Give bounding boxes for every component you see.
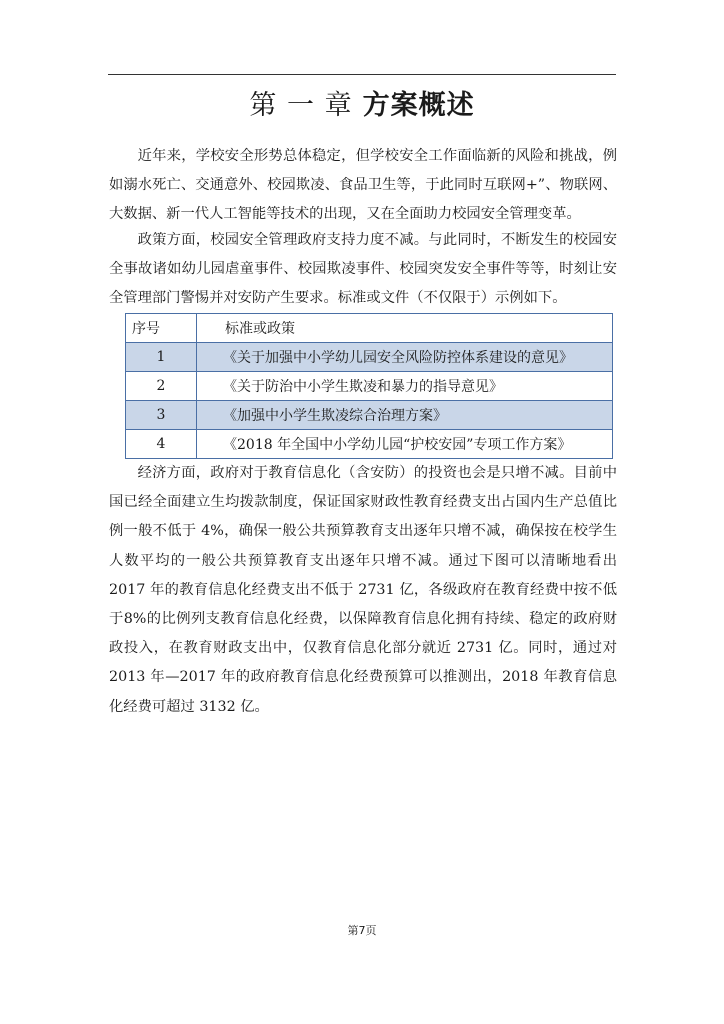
header-index: 序号 <box>126 314 197 343</box>
row-name: 《关于加强中小学幼儿园安全风险防控体系建设的意见》 <box>197 343 613 372</box>
paragraph-intro: 近年来，学校安全形势总体稳定，但学校安全工作面临新的风险和挑战，例如溺水死亡、交通意外、校园欺凌、食品卫生等，于此同时互联网+”、物联网、大数据、新一代人工智能等技术的出现，又在全面助力校园安全管理变革。 <box>109 148 617 223</box>
header-rule <box>108 74 616 75</box>
policy-table <box>125 313 613 459</box>
page-number: 第7页 <box>347 924 377 937</box>
row-index: 1 <box>126 343 197 372</box>
paragraph-economy: 经济方面，政府对于教育信息化（含安防）的投资也会是只增不减。目前中国已经全面建立生均拨款制度，保证国家财政性教育经费支出占国内生产总值比例一般不低于 4%，确保一般公共预算教育支出逐年只增不减，确保按在校学生人数平均的一般公共预算教育支出逐年只增不减。通过下图可以清晰地看出2017 年的教育信息化经费支出不低于 2731 亿，各级政府在教育经费中按不低于8%的比例列支教育信息化经费，以保障教育信息化拥有持续、稳定的政府财政投入，在教育财政支出中，仅教育信息化部分就近 2731 亿。同时，通过对 2013 年—2017 年的政府教育信息化经费预算可以推测出，2018 年教育信息化经费可超过 3132 亿。 <box>109 465 617 715</box>
table-row <box>126 343 613 372</box>
table-row <box>126 401 613 430</box>
row-index: 4 <box>126 430 197 459</box>
row-index: 2 <box>126 372 197 401</box>
header-name: 标准或政策 <box>197 314 613 343</box>
row-name: 《2018 年全国中小学幼儿园“护校安园”专项工作方案》 <box>197 430 613 459</box>
table-header-row <box>126 314 613 343</box>
table-row <box>126 430 613 459</box>
chapter-name: 方案概述 <box>362 90 475 121</box>
row-index: 3 <box>126 401 197 430</box>
table-row <box>126 372 613 401</box>
chapter-title <box>108 86 616 126</box>
chapter-number: 第 一 章 <box>249 90 353 121</box>
row-name: 《关于防治中小学生欺凌和暴力的指导意见》 <box>197 372 613 401</box>
paragraph-policy: 政策方面，校园安全管理政府支持力度不减。与此同时，不断发生的校园安全事故诸如幼儿园虐童事件、校园欺凌事件、校园突发安全事件等等，时刻让安全管理部门警惕并对安防产生要求。标准或文件（不仅限于）示例如下。 <box>109 232 617 307</box>
row-name: 《加强中小学生欺凌综合治理方案》 <box>197 401 613 430</box>
